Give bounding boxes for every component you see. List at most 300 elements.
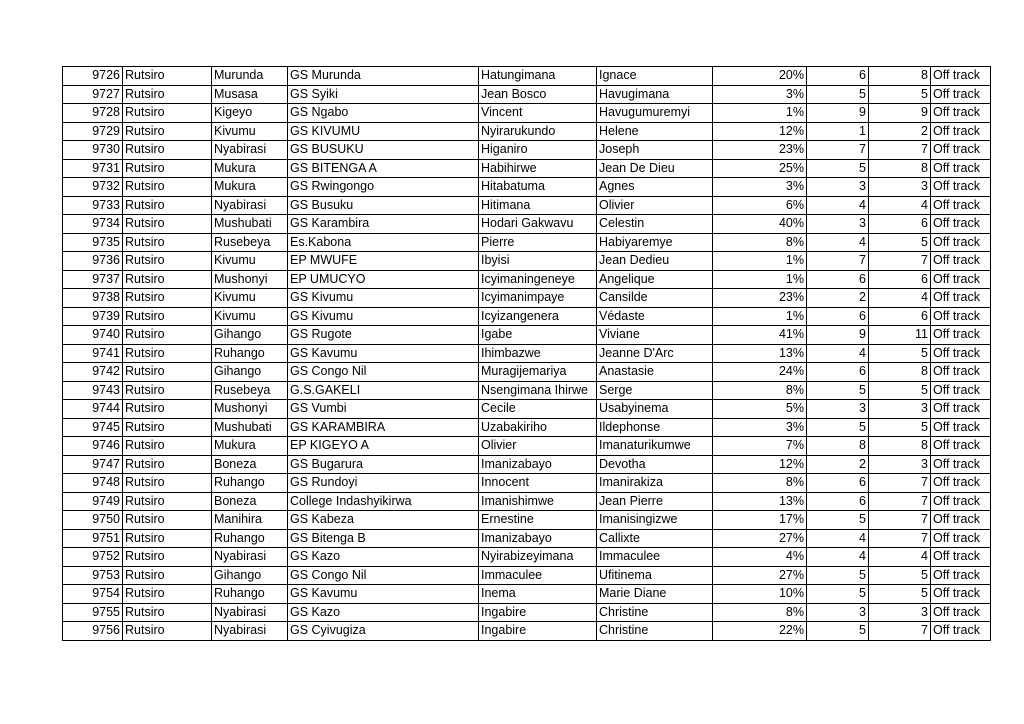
school-cell: GS Bitenga B xyxy=(288,529,479,548)
status-cell: Off track xyxy=(931,215,991,234)
district-cell: Rutsiro xyxy=(123,307,212,326)
percent-cell: 5% xyxy=(713,400,807,419)
value-b-cell: 3 xyxy=(869,455,931,474)
status-cell: Off track xyxy=(931,196,991,215)
sector-cell: Kivumu xyxy=(212,252,288,271)
district-cell: Rutsiro xyxy=(123,141,212,160)
row-number-cell: 9741 xyxy=(63,344,123,363)
value-b-cell: 7 xyxy=(869,492,931,511)
row-number-cell: 9748 xyxy=(63,474,123,493)
value-b-cell: 4 xyxy=(869,548,931,567)
value-a-cell: 8 xyxy=(807,437,869,456)
table-row xyxy=(63,400,991,419)
percent-cell: 10% xyxy=(713,585,807,604)
status-cell: Off track xyxy=(931,85,991,104)
school-cell: GS BUSUKU xyxy=(288,141,479,160)
status-cell: Off track xyxy=(931,603,991,622)
sector-cell: Mushonyi xyxy=(212,400,288,419)
table-row xyxy=(63,622,991,641)
table-row xyxy=(63,252,991,271)
last-name-cell: Icyizangenera xyxy=(479,307,597,326)
district-cell: Rutsiro xyxy=(123,215,212,234)
value-a-cell: 5 xyxy=(807,511,869,530)
value-b-cell: 8 xyxy=(869,437,931,456)
value-a-cell: 6 xyxy=(807,363,869,382)
spreadsheet-table xyxy=(62,66,991,641)
last-name-cell: Inema xyxy=(479,585,597,604)
value-b-cell: 9 xyxy=(869,104,931,123)
table-body xyxy=(63,67,991,641)
sector-cell: Mukura xyxy=(212,178,288,197)
table-row xyxy=(63,363,991,382)
district-cell: Rutsiro xyxy=(123,455,212,474)
status-cell: Off track xyxy=(931,381,991,400)
sector-cell: Gihango xyxy=(212,326,288,345)
status-cell: Off track xyxy=(931,104,991,123)
percent-cell: 3% xyxy=(713,85,807,104)
sector-cell: Nyabirasi xyxy=(212,622,288,641)
row-number-cell: 9736 xyxy=(63,252,123,271)
status-cell: Off track xyxy=(931,566,991,585)
status-cell: Off track xyxy=(931,178,991,197)
last-name-cell: Imanizabayo xyxy=(479,529,597,548)
school-cell: Es.Kabona xyxy=(288,233,479,252)
row-number-cell: 9752 xyxy=(63,548,123,567)
status-cell: Off track xyxy=(931,622,991,641)
school-cell: GS Karambira xyxy=(288,215,479,234)
district-cell: Rutsiro xyxy=(123,67,212,86)
first-name-cell: Imanirakiza xyxy=(597,474,713,493)
first-name-cell: Viviane xyxy=(597,326,713,345)
last-name-cell: Ingabire xyxy=(479,603,597,622)
percent-cell: 1% xyxy=(713,270,807,289)
last-name-cell: Hitimana xyxy=(479,196,597,215)
table-row xyxy=(63,215,991,234)
last-name-cell: Nyirarukundo xyxy=(479,122,597,141)
last-name-cell: Ihimbazwe xyxy=(479,344,597,363)
school-cell: GS BITENGA A xyxy=(288,159,479,178)
school-cell: GS Kabeza xyxy=(288,511,479,530)
school-cell: GS Kazo xyxy=(288,548,479,567)
first-name-cell: Olivier xyxy=(597,196,713,215)
value-a-cell: 6 xyxy=(807,67,869,86)
table-row xyxy=(63,381,991,400)
sector-cell: Nyabirasi xyxy=(212,603,288,622)
value-b-cell: 6 xyxy=(869,307,931,326)
value-a-cell: 9 xyxy=(807,104,869,123)
percent-cell: 1% xyxy=(713,252,807,271)
percent-cell: 23% xyxy=(713,141,807,160)
sector-cell: Kivumu xyxy=(212,307,288,326)
first-name-cell: Angelique xyxy=(597,270,713,289)
percent-cell: 8% xyxy=(713,603,807,622)
district-cell: Rutsiro xyxy=(123,252,212,271)
value-b-cell: 5 xyxy=(869,418,931,437)
sector-cell: Ruhango xyxy=(212,529,288,548)
row-number-cell: 9754 xyxy=(63,585,123,604)
first-name-cell: Ufitinema xyxy=(597,566,713,585)
value-a-cell: 3 xyxy=(807,178,869,197)
district-cell: Rutsiro xyxy=(123,326,212,345)
last-name-cell: Hodari Gakwavu xyxy=(479,215,597,234)
table-row xyxy=(63,85,991,104)
row-number-cell: 9743 xyxy=(63,381,123,400)
table-row xyxy=(63,307,991,326)
value-a-cell: 4 xyxy=(807,529,869,548)
sector-cell: Kivumu xyxy=(212,289,288,308)
row-number-cell: 9732 xyxy=(63,178,123,197)
percent-cell: 20% xyxy=(713,67,807,86)
last-name-cell: Vincent xyxy=(479,104,597,123)
district-cell: Rutsiro xyxy=(123,492,212,511)
table-row xyxy=(63,270,991,289)
school-cell: EP MWUFE xyxy=(288,252,479,271)
first-name-cell: Anastasie xyxy=(597,363,713,382)
value-b-cell: 8 xyxy=(869,159,931,178)
percent-cell: 24% xyxy=(713,363,807,382)
row-number-cell: 9747 xyxy=(63,455,123,474)
percent-cell: 25% xyxy=(713,159,807,178)
row-number-cell: 9746 xyxy=(63,437,123,456)
row-number-cell: 9733 xyxy=(63,196,123,215)
sector-cell: Boneza xyxy=(212,455,288,474)
percent-cell: 3% xyxy=(713,178,807,197)
district-cell: Rutsiro xyxy=(123,585,212,604)
table-row xyxy=(63,492,991,511)
value-a-cell: 6 xyxy=(807,492,869,511)
first-name-cell: Serge xyxy=(597,381,713,400)
value-a-cell: 5 xyxy=(807,585,869,604)
district-cell: Rutsiro xyxy=(123,196,212,215)
last-name-cell: Icyimanimpaye xyxy=(479,289,597,308)
row-number-cell: 9753 xyxy=(63,566,123,585)
percent-cell: 13% xyxy=(713,492,807,511)
last-name-cell: Imanizabayo xyxy=(479,455,597,474)
first-name-cell: Habiyaremye xyxy=(597,233,713,252)
school-cell: GS Bugarura xyxy=(288,455,479,474)
row-number-cell: 9734 xyxy=(63,215,123,234)
table-row xyxy=(63,418,991,437)
school-cell: GS Congo Nil xyxy=(288,566,479,585)
last-name-cell: Habihirwe xyxy=(479,159,597,178)
status-cell: Off track xyxy=(931,474,991,493)
district-cell: Rutsiro xyxy=(123,566,212,585)
percent-cell: 8% xyxy=(713,233,807,252)
status-cell: Off track xyxy=(931,400,991,419)
percent-cell: 8% xyxy=(713,474,807,493)
table-row xyxy=(63,104,991,123)
school-cell: EP KIGEYO A xyxy=(288,437,479,456)
value-a-cell: 6 xyxy=(807,474,869,493)
table-row xyxy=(63,511,991,530)
percent-cell: 41% xyxy=(713,326,807,345)
sector-cell: Murunda xyxy=(212,67,288,86)
value-b-cell: 2 xyxy=(869,122,931,141)
first-name-cell: Védaste xyxy=(597,307,713,326)
district-cell: Rutsiro xyxy=(123,548,212,567)
row-number-cell: 9755 xyxy=(63,603,123,622)
last-name-cell: Hatungimana xyxy=(479,67,597,86)
status-cell: Off track xyxy=(931,233,991,252)
table-row xyxy=(63,566,991,585)
district-cell: Rutsiro xyxy=(123,104,212,123)
row-number-cell: 9756 xyxy=(63,622,123,641)
first-name-cell: Jeanne D'Arc xyxy=(597,344,713,363)
status-cell: Off track xyxy=(931,159,991,178)
district-cell: Rutsiro xyxy=(123,233,212,252)
last-name-cell: Icyimaningeneye xyxy=(479,270,597,289)
sector-cell: Rusebeya xyxy=(212,233,288,252)
value-b-cell: 6 xyxy=(869,270,931,289)
percent-cell: 23% xyxy=(713,289,807,308)
district-cell: Rutsiro xyxy=(123,270,212,289)
percent-cell: 8% xyxy=(713,381,807,400)
sector-cell: Nyabirasi xyxy=(212,548,288,567)
school-cell: GS Kazo xyxy=(288,603,479,622)
value-b-cell: 3 xyxy=(869,178,931,197)
sector-cell: Boneza xyxy=(212,492,288,511)
first-name-cell: Jean De Dieu xyxy=(597,159,713,178)
school-cell: EP UMUCYO xyxy=(288,270,479,289)
sector-cell: Manihira xyxy=(212,511,288,530)
value-a-cell: 3 xyxy=(807,215,869,234)
table-row xyxy=(63,455,991,474)
school-cell: GS Rundoyi xyxy=(288,474,479,493)
value-b-cell: 6 xyxy=(869,215,931,234)
value-b-cell: 11 xyxy=(869,326,931,345)
last-name-cell: Nyirabizeyimana xyxy=(479,548,597,567)
row-number-cell: 9727 xyxy=(63,85,123,104)
status-cell: Off track xyxy=(931,585,991,604)
value-b-cell: 5 xyxy=(869,85,931,104)
sector-cell: Rusebeya xyxy=(212,381,288,400)
row-number-cell: 9738 xyxy=(63,289,123,308)
sector-cell: Musasa xyxy=(212,85,288,104)
percent-cell: 3% xyxy=(713,418,807,437)
status-cell: Off track xyxy=(931,67,991,86)
last-name-cell: Ibyisi xyxy=(479,252,597,271)
value-a-cell: 7 xyxy=(807,252,869,271)
first-name-cell: Jean Dedieu xyxy=(597,252,713,271)
school-cell: GS KIVUMU xyxy=(288,122,479,141)
value-a-cell: 3 xyxy=(807,400,869,419)
value-a-cell: 2 xyxy=(807,289,869,308)
row-number-cell: 9731 xyxy=(63,159,123,178)
value-a-cell: 4 xyxy=(807,196,869,215)
row-number-cell: 9742 xyxy=(63,363,123,382)
district-cell: Rutsiro xyxy=(123,122,212,141)
status-cell: Off track xyxy=(931,455,991,474)
table-row xyxy=(63,233,991,252)
value-a-cell: 5 xyxy=(807,159,869,178)
district-cell: Rutsiro xyxy=(123,622,212,641)
status-cell: Off track xyxy=(931,492,991,511)
first-name-cell: Ignace xyxy=(597,67,713,86)
value-b-cell: 7 xyxy=(869,511,931,530)
status-cell: Off track xyxy=(931,511,991,530)
status-cell: Off track xyxy=(931,252,991,271)
percent-cell: 4% xyxy=(713,548,807,567)
value-a-cell: 2 xyxy=(807,455,869,474)
district-cell: Rutsiro xyxy=(123,363,212,382)
district-cell: Rutsiro xyxy=(123,178,212,197)
value-b-cell: 5 xyxy=(869,233,931,252)
last-name-cell: Innocent xyxy=(479,474,597,493)
school-cell: GS Congo Nil xyxy=(288,363,479,382)
sector-cell: Ruhango xyxy=(212,474,288,493)
sector-cell: Ruhango xyxy=(212,344,288,363)
table-row xyxy=(63,326,991,345)
percent-cell: 12% xyxy=(713,455,807,474)
row-number-cell: 9740 xyxy=(63,326,123,345)
value-b-cell: 5 xyxy=(869,566,931,585)
row-number-cell: 9745 xyxy=(63,418,123,437)
table-row xyxy=(63,585,991,604)
table-row xyxy=(63,603,991,622)
first-name-cell: Usabyinema xyxy=(597,400,713,419)
school-cell: GS Syiki xyxy=(288,85,479,104)
district-cell: Rutsiro xyxy=(123,289,212,308)
percent-cell: 6% xyxy=(713,196,807,215)
value-a-cell: 6 xyxy=(807,270,869,289)
district-cell: Rutsiro xyxy=(123,400,212,419)
sector-cell: Nyabirasi xyxy=(212,196,288,215)
status-cell: Off track xyxy=(931,363,991,382)
value-b-cell: 5 xyxy=(869,344,931,363)
value-b-cell: 7 xyxy=(869,529,931,548)
table-row xyxy=(63,548,991,567)
first-name-cell: Celestin xyxy=(597,215,713,234)
table-row xyxy=(63,474,991,493)
first-name-cell: Agnes xyxy=(597,178,713,197)
school-cell: GS KARAMBIRA xyxy=(288,418,479,437)
value-b-cell: 5 xyxy=(869,381,931,400)
status-cell: Off track xyxy=(931,289,991,308)
value-a-cell: 5 xyxy=(807,622,869,641)
district-cell: Rutsiro xyxy=(123,85,212,104)
sector-cell: Nyabirasi xyxy=(212,141,288,160)
value-b-cell: 3 xyxy=(869,400,931,419)
last-name-cell: Olivier xyxy=(479,437,597,456)
sector-cell: Mukura xyxy=(212,437,288,456)
table-row xyxy=(63,344,991,363)
row-number-cell: 9730 xyxy=(63,141,123,160)
district-cell: Rutsiro xyxy=(123,344,212,363)
table-row xyxy=(63,122,991,141)
sector-cell: Mushubati xyxy=(212,418,288,437)
last-name-cell: Higaniro xyxy=(479,141,597,160)
row-number-cell: 9737 xyxy=(63,270,123,289)
value-b-cell: 8 xyxy=(869,67,931,86)
school-cell: GS Rugote xyxy=(288,326,479,345)
row-number-cell: 9749 xyxy=(63,492,123,511)
percent-cell: 12% xyxy=(713,122,807,141)
value-a-cell: 1 xyxy=(807,122,869,141)
first-name-cell: Joseph xyxy=(597,141,713,160)
percent-cell: 27% xyxy=(713,529,807,548)
row-number-cell: 9729 xyxy=(63,122,123,141)
value-b-cell: 7 xyxy=(869,141,931,160)
value-b-cell: 4 xyxy=(869,289,931,308)
status-cell: Off track xyxy=(931,122,991,141)
last-name-cell: Nsengimana Ihirwe xyxy=(479,381,597,400)
first-name-cell: Cansilde xyxy=(597,289,713,308)
school-cell: GS Kivumu xyxy=(288,307,479,326)
last-name-cell: Pierre xyxy=(479,233,597,252)
row-number-cell: 9726 xyxy=(63,67,123,86)
table-row xyxy=(63,141,991,160)
sector-cell: Ruhango xyxy=(212,585,288,604)
district-cell: Rutsiro xyxy=(123,511,212,530)
school-cell: GS Ngabo xyxy=(288,104,479,123)
table-row xyxy=(63,529,991,548)
status-cell: Off track xyxy=(931,418,991,437)
status-cell: Off track xyxy=(931,529,991,548)
first-name-cell: Havugimana xyxy=(597,85,713,104)
first-name-cell: Havugumuremyi xyxy=(597,104,713,123)
value-a-cell: 6 xyxy=(807,307,869,326)
row-number-cell: 9728 xyxy=(63,104,123,123)
sector-cell: Mukura xyxy=(212,159,288,178)
sector-cell: Gihango xyxy=(212,363,288,382)
percent-cell: 17% xyxy=(713,511,807,530)
first-name-cell: Christine xyxy=(597,622,713,641)
district-cell: Rutsiro xyxy=(123,381,212,400)
status-cell: Off track xyxy=(931,437,991,456)
table-row xyxy=(63,196,991,215)
first-name-cell: Imanaturikumwe xyxy=(597,437,713,456)
value-a-cell: 5 xyxy=(807,566,869,585)
status-cell: Off track xyxy=(931,307,991,326)
status-cell: Off track xyxy=(931,141,991,160)
sector-cell: Mushonyi xyxy=(212,270,288,289)
percent-cell: 40% xyxy=(713,215,807,234)
status-cell: Off track xyxy=(931,270,991,289)
value-b-cell: 5 xyxy=(869,585,931,604)
school-cell: GS Kavumu xyxy=(288,344,479,363)
status-cell: Off track xyxy=(931,548,991,567)
value-a-cell: 4 xyxy=(807,548,869,567)
table-row xyxy=(63,289,991,308)
school-cell: GS Kivumu xyxy=(288,289,479,308)
school-cell: G.S.GAKELI xyxy=(288,381,479,400)
percent-cell: 13% xyxy=(713,344,807,363)
last-name-cell: Immaculee xyxy=(479,566,597,585)
value-a-cell: 5 xyxy=(807,85,869,104)
value-b-cell: 3 xyxy=(869,603,931,622)
last-name-cell: Muragijemariya xyxy=(479,363,597,382)
value-a-cell: 4 xyxy=(807,233,869,252)
first-name-cell: Christine xyxy=(597,603,713,622)
sector-cell: Gihango xyxy=(212,566,288,585)
district-cell: Rutsiro xyxy=(123,437,212,456)
first-name-cell: Devotha xyxy=(597,455,713,474)
first-name-cell: Imanisingizwe xyxy=(597,511,713,530)
table-row xyxy=(63,159,991,178)
district-cell: Rutsiro xyxy=(123,159,212,178)
row-number-cell: 9750 xyxy=(63,511,123,530)
percent-cell: 7% xyxy=(713,437,807,456)
school-cell: GS Murunda xyxy=(288,67,479,86)
value-a-cell: 9 xyxy=(807,326,869,345)
row-number-cell: 9744 xyxy=(63,400,123,419)
table-row xyxy=(63,437,991,456)
table-row xyxy=(63,178,991,197)
percent-cell: 22% xyxy=(713,622,807,641)
district-cell: Rutsiro xyxy=(123,529,212,548)
district-cell: Rutsiro xyxy=(123,474,212,493)
last-name-cell: Ernestine xyxy=(479,511,597,530)
